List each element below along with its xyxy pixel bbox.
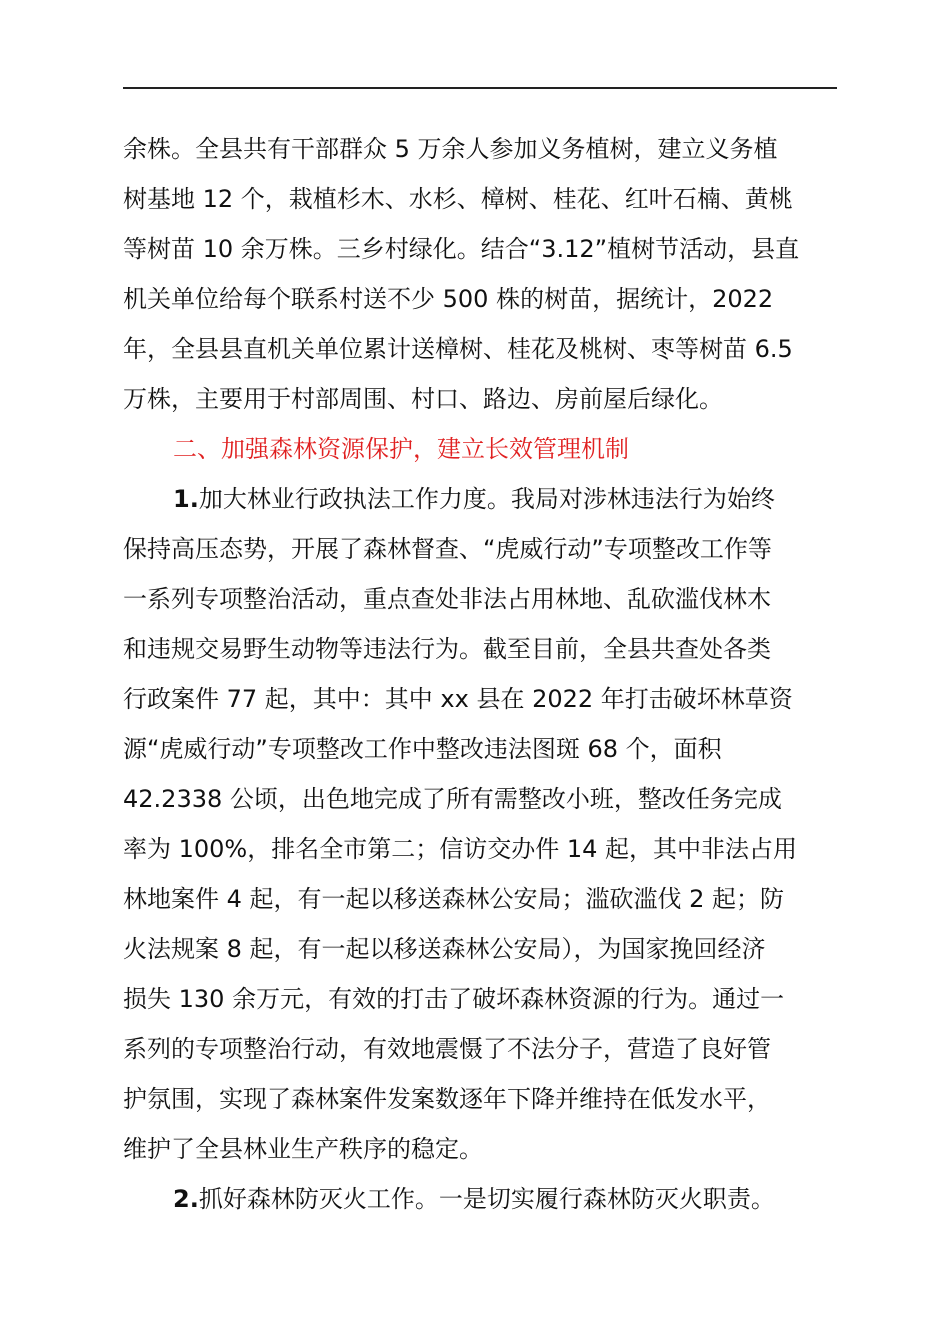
item-2-number: 2. xyxy=(173,1185,199,1213)
text-line: 一系列专项整治活动，重点查处非法占用林地、乱砍滥伐林木 xyxy=(123,585,771,613)
text-line: 42.2338 公顷，出色地完成了所有需整改小班，整改任务完成 xyxy=(123,785,782,813)
text-line: 护氛围，实现了森林案件发案数逐年下降并维持在低发水平， xyxy=(123,1085,771,1113)
text-line: 余株。全县共有干部群众 5 万余人参加义务植树，建立义务植 xyxy=(123,135,778,163)
item-2-fire-prevention xyxy=(123,1174,837,1224)
header-rule xyxy=(123,87,837,89)
text-line: 行政案件 77 起，其中：其中 xx 县在 2022 年打击破坏林草资 xyxy=(123,685,793,713)
text-line: 和违规交易野生动物等违法行为。截至目前，全县共查处各类 xyxy=(123,635,771,663)
paragraph-afforestation xyxy=(123,124,837,424)
text-line: 系列的专项整治行动，有效地震慑了不法分子，营造了良好管 xyxy=(123,1035,771,1063)
item-1-law-enforcement xyxy=(123,474,837,1174)
text-line: 损失 130 余万元，有效的打击了破坏森林资源的行为。通过一 xyxy=(123,985,785,1013)
text-line: 机关单位给每个联系村送不少 500 株的树苗，据统计，2022 xyxy=(123,285,774,313)
text-line: 火法规案 8 起，有一起以移送森林公安局），为国家挽回经济 xyxy=(123,935,766,963)
document-body xyxy=(123,124,837,1224)
text-line: 等树苗 10 余万株。三乡村绿化。结合“3.12”植树节活动，县直 xyxy=(123,235,800,263)
item-2-lead-text: 抓好森林防灭火工作。一是切实履行森林防灭火职责。 xyxy=(198,1185,775,1213)
text-line: 源“虎威行动”专项整改工作中整改违法图斑 68 个，面积 xyxy=(123,735,722,763)
item-1-number: 1. xyxy=(173,485,199,513)
item-1-first-line xyxy=(123,474,837,524)
item-2-first-line xyxy=(123,1174,837,1224)
text-line: 万株，主要用于村部周围、村口、路边、房前屋后绿化。 xyxy=(123,385,723,413)
section-heading: 二、加强森林资源保护，建立长效管理机制 xyxy=(173,435,629,463)
item-1-lead-text: 加大林业行政执法工作力度。我局对涉林违法行为始终 xyxy=(198,485,775,513)
text-line: 维护了全县林业生产秩序的稳定。 xyxy=(123,1135,483,1163)
text-line: 年，全县县直机关单位累计送樟树、桂花及桃树、枣等树苗 6.5 xyxy=(123,335,793,363)
text-line: 率为 100%，排名全市第二；信访交办件 14 起，其中非法占用 xyxy=(123,835,798,863)
text-line: 保持高压态势，开展了森林督查、“虎威行动”专项整改工作等 xyxy=(123,535,772,563)
text-line: 树基地 12 个，栽植杉木、水杉、樟树、桂花、红叶石楠、黄桃 xyxy=(123,185,793,213)
text-line: 林地案件 4 起，有一起以移送森林公安局；滥砍滥伐 2 起；防 xyxy=(123,885,785,913)
